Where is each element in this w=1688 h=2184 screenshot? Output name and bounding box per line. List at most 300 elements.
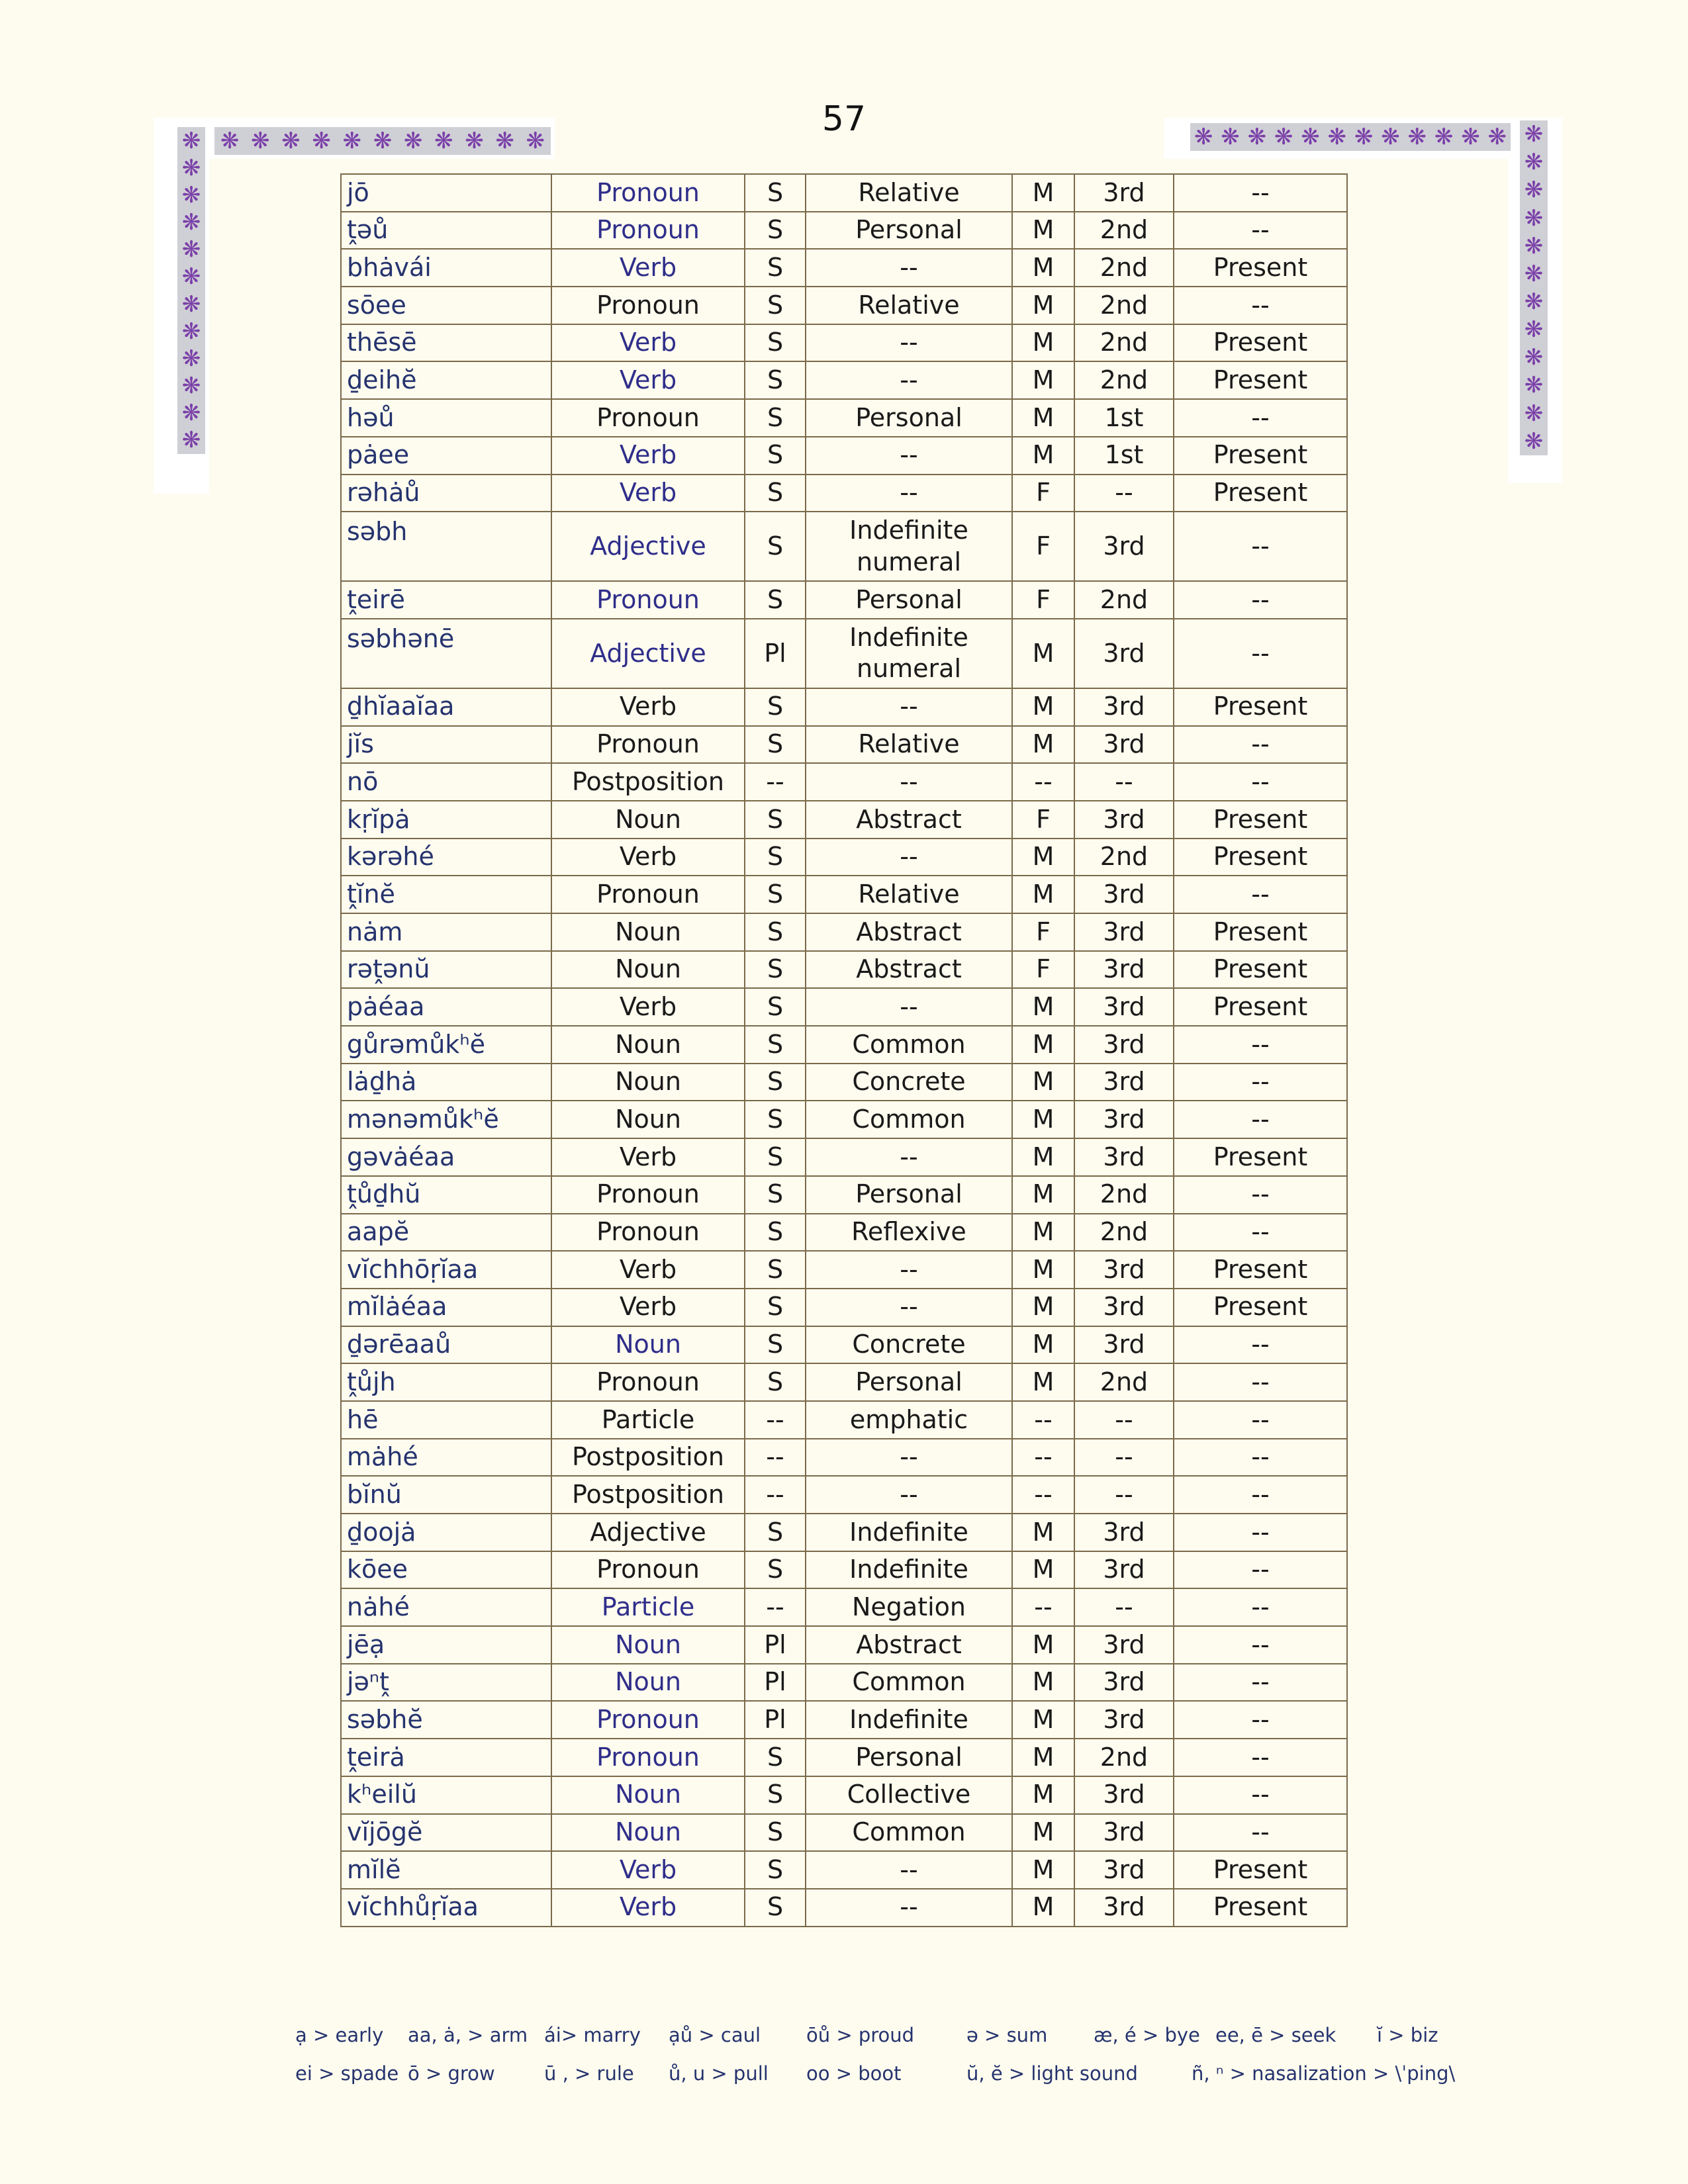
cell-pos: Pronoun bbox=[551, 1551, 745, 1589]
cell-gender: M bbox=[1012, 1664, 1074, 1702]
cell-person: 2nd bbox=[1074, 324, 1174, 362]
table-row bbox=[341, 763, 1347, 801]
cell-word: aapĕ bbox=[341, 1214, 551, 1251]
cell-pos: Noun bbox=[551, 951, 745, 989]
cell-word: jĭs bbox=[341, 726, 551, 764]
cell-word: vĭjōgĕ bbox=[341, 1814, 551, 1852]
cell-num: -- bbox=[745, 1476, 806, 1514]
cell-gender: M bbox=[1012, 212, 1074, 250]
cell-word: ṱůjh bbox=[341, 1363, 551, 1401]
cell-tense: -- bbox=[1174, 1588, 1347, 1626]
cell-num: Pl bbox=[745, 619, 806, 688]
cell-tense: Present bbox=[1174, 988, 1347, 1026]
cell-type: -- bbox=[806, 763, 1012, 801]
cell-pos: Noun bbox=[551, 1776, 745, 1814]
flower-ornament-icon: ❋ bbox=[342, 128, 362, 154]
ornament-strip bbox=[1520, 120, 1548, 455]
cell-type: Personal bbox=[806, 1739, 1012, 1776]
flower-ornament-icon: ❋ bbox=[1221, 124, 1240, 150]
table-row bbox=[341, 1701, 1347, 1739]
cell-tense: -- bbox=[1174, 1626, 1347, 1664]
cell-person: 2nd bbox=[1074, 287, 1174, 324]
cell-gender: M bbox=[1012, 1739, 1074, 1776]
table-row bbox=[341, 287, 1347, 324]
flower-ornament-icon: ❋ bbox=[1524, 428, 1544, 455]
cell-num: S bbox=[745, 437, 806, 475]
flower-ornament-icon: ❋ bbox=[181, 400, 201, 427]
flower-ornament-icon: ❋ bbox=[1524, 260, 1544, 287]
cell-type: Indefinite bbox=[806, 1701, 1012, 1739]
cell-word: səbhĕ bbox=[341, 1701, 551, 1739]
ornament-strip bbox=[177, 127, 205, 454]
legend-item: ə > sum bbox=[966, 2024, 1048, 2046]
legend-item: ĭ > biz bbox=[1377, 2024, 1438, 2046]
cell-word: vĭchhůṛĭaa bbox=[341, 1889, 551, 1927]
legend-item: ū , > rule bbox=[544, 2062, 634, 2085]
cell-pos: Noun bbox=[551, 1664, 745, 1702]
cell-type: emphatic bbox=[806, 1401, 1012, 1439]
table-row bbox=[341, 1138, 1347, 1176]
cell-gender: M bbox=[1012, 361, 1074, 399]
cell-num: S bbox=[745, 287, 806, 324]
cell-word: mĭlĕ bbox=[341, 1851, 551, 1889]
cell-gender: M bbox=[1012, 1889, 1074, 1927]
cell-type: Collective bbox=[806, 1776, 1012, 1814]
table-row bbox=[341, 1588, 1347, 1626]
flower-ornament-icon: ❋ bbox=[181, 345, 201, 372]
cell-num: S bbox=[745, 913, 806, 951]
cell-tense: -- bbox=[1174, 1439, 1347, 1477]
cell-person: 3rd bbox=[1074, 1551, 1174, 1589]
cell-gender: M bbox=[1012, 1701, 1074, 1739]
cell-type: Personal bbox=[806, 212, 1012, 250]
legend-item: aa, ȧ, > arm bbox=[408, 2024, 528, 2046]
cell-person: 3rd bbox=[1074, 1026, 1174, 1064]
flower-ornament-icon: ❋ bbox=[181, 291, 201, 318]
cell-tense: -- bbox=[1174, 1026, 1347, 1064]
cell-tense: -- bbox=[1174, 1664, 1347, 1702]
cell-type: Relative bbox=[806, 726, 1012, 764]
cell-word: kōee bbox=[341, 1551, 551, 1589]
cell-type: Negation bbox=[806, 1588, 1012, 1626]
cell-tense: -- bbox=[1174, 1326, 1347, 1364]
page-number: 57 bbox=[821, 99, 867, 139]
table-row bbox=[341, 1363, 1347, 1401]
cell-pos: Postposition bbox=[551, 763, 745, 801]
cell-pos: Noun bbox=[551, 1814, 745, 1852]
cell-pos: Pronoun bbox=[551, 287, 745, 324]
cell-num: S bbox=[745, 512, 806, 581]
flower-ornament-icon: ❋ bbox=[434, 128, 453, 154]
legend-item: ů, u > pull bbox=[669, 2062, 769, 2085]
table-row bbox=[341, 399, 1347, 437]
cell-tense: Present bbox=[1174, 1889, 1347, 1927]
cell-person: 3rd bbox=[1074, 1289, 1174, 1326]
table-row bbox=[341, 437, 1347, 475]
cell-gender: M bbox=[1012, 249, 1074, 287]
cell-gender: M bbox=[1012, 988, 1074, 1026]
cell-tense: Present bbox=[1174, 839, 1347, 876]
flower-ornament-icon: ❋ bbox=[181, 318, 201, 345]
cell-gender: -- bbox=[1012, 1588, 1074, 1626]
cell-num: S bbox=[745, 688, 806, 726]
cell-pos: Particle bbox=[551, 1401, 745, 1439]
cell-tense: Present bbox=[1174, 913, 1347, 951]
cell-person: 3rd bbox=[1074, 174, 1174, 212]
cell-pos: Pronoun bbox=[551, 1701, 745, 1739]
cell-word: kṛĭpȧ bbox=[341, 801, 551, 839]
cell-pos: Pronoun bbox=[551, 726, 745, 764]
cell-person: 2nd bbox=[1074, 361, 1174, 399]
cell-person: 2nd bbox=[1074, 249, 1174, 287]
cell-gender: M bbox=[1012, 1026, 1074, 1064]
cell-gender: M bbox=[1012, 1551, 1074, 1589]
cell-num: S bbox=[745, 1326, 806, 1364]
cell-word: thēsē bbox=[341, 324, 551, 362]
cell-gender: M bbox=[1012, 688, 1074, 726]
cell-pos: Verb bbox=[551, 1289, 745, 1326]
cell-person: 2nd bbox=[1074, 212, 1174, 250]
table-row bbox=[341, 1476, 1347, 1514]
cell-pos: Verb bbox=[551, 475, 745, 512]
table-row bbox=[341, 951, 1347, 989]
cell-type: -- bbox=[806, 988, 1012, 1026]
cell-pos: Pronoun bbox=[551, 212, 745, 250]
cell-num: S bbox=[745, 1889, 806, 1927]
cell-tense: -- bbox=[1174, 399, 1347, 437]
legend-item: ạů > caul bbox=[669, 2024, 761, 2046]
cell-type: Abstract bbox=[806, 951, 1012, 989]
flower-ornament-icon: ❋ bbox=[1301, 124, 1320, 150]
cell-person: 3rd bbox=[1074, 913, 1174, 951]
flower-ornament-icon: ❋ bbox=[1247, 124, 1267, 150]
cell-gender: M bbox=[1012, 1851, 1074, 1889]
cell-num: S bbox=[745, 726, 806, 764]
cell-pos: Verb bbox=[551, 839, 745, 876]
cell-gender: F bbox=[1012, 512, 1074, 581]
table-row bbox=[341, 1176, 1347, 1214]
table-row bbox=[341, 1626, 1347, 1664]
cell-pos: Noun bbox=[551, 801, 745, 839]
cell-person: 2nd bbox=[1074, 1363, 1174, 1401]
table-row bbox=[341, 1064, 1347, 1101]
cell-tense: Present bbox=[1174, 475, 1347, 512]
cell-gender: M bbox=[1012, 437, 1074, 475]
cell-word: bĭnŭ bbox=[341, 1476, 551, 1514]
cell-type: -- bbox=[806, 1476, 1012, 1514]
flower-ornament-icon: ❋ bbox=[1461, 124, 1480, 150]
cell-tense: Present bbox=[1174, 801, 1347, 839]
cell-pos: Pronoun bbox=[551, 876, 745, 913]
cell-type: -- bbox=[806, 1851, 1012, 1889]
cell-person: 3rd bbox=[1074, 951, 1174, 989]
cell-pos: Adjective bbox=[551, 512, 745, 581]
cell-word: pȧéaa bbox=[341, 988, 551, 1026]
cell-type: Relative bbox=[806, 876, 1012, 913]
cell-word: rəhȧů bbox=[341, 475, 551, 512]
cell-pos: Noun bbox=[551, 1326, 745, 1364]
cell-word: ḏoojȧ bbox=[341, 1514, 551, 1551]
cell-tense: Present bbox=[1174, 324, 1347, 362]
cell-tense: -- bbox=[1174, 1776, 1347, 1814]
legend-item: ee, ē > seek bbox=[1215, 2024, 1336, 2046]
cell-person: 3rd bbox=[1074, 1626, 1174, 1664]
cell-gender: F bbox=[1012, 581, 1074, 619]
cell-tense: Present bbox=[1174, 1851, 1347, 1889]
cell-person: 3rd bbox=[1074, 1514, 1174, 1551]
flower-ornament-icon: ❋ bbox=[1524, 121, 1544, 148]
cell-gender: M bbox=[1012, 1214, 1074, 1251]
cell-tense: -- bbox=[1174, 581, 1347, 619]
cell-type: Abstract bbox=[806, 801, 1012, 839]
cell-type: Indefinite bbox=[806, 1514, 1012, 1551]
cell-tense: -- bbox=[1174, 1101, 1347, 1138]
cell-tense: -- bbox=[1174, 1551, 1347, 1589]
cell-type: Common bbox=[806, 1814, 1012, 1852]
cell-tense: -- bbox=[1174, 1814, 1347, 1852]
table-row bbox=[341, 1664, 1347, 1702]
flower-ornament-icon: ❋ bbox=[181, 236, 201, 263]
table-row bbox=[341, 688, 1347, 726]
cell-tense: -- bbox=[1174, 1476, 1347, 1514]
cell-gender: M bbox=[1012, 1064, 1074, 1101]
cell-person: 3rd bbox=[1074, 801, 1174, 839]
cell-word: jēạ bbox=[341, 1626, 551, 1664]
cell-pos: Noun bbox=[551, 1064, 745, 1101]
table-row bbox=[341, 1889, 1347, 1927]
cell-tense: -- bbox=[1174, 287, 1347, 324]
flower-ornament-icon: ❋ bbox=[1524, 289, 1544, 316]
cell-type: -- bbox=[806, 1251, 1012, 1289]
cell-tense: -- bbox=[1174, 1739, 1347, 1776]
cell-word: gəvȧéaa bbox=[341, 1138, 551, 1176]
cell-type: -- bbox=[806, 361, 1012, 399]
cell-person: 3rd bbox=[1074, 1101, 1174, 1138]
cell-tense: -- bbox=[1174, 1701, 1347, 1739]
flower-ornament-icon: ❋ bbox=[465, 128, 484, 154]
cell-word: nȧhé bbox=[341, 1588, 551, 1626]
cell-word: ṱůḏhŭ bbox=[341, 1176, 551, 1214]
cell-type: Personal bbox=[806, 399, 1012, 437]
cell-word: səbhənē bbox=[341, 619, 551, 688]
cell-pos: Pronoun bbox=[551, 1363, 745, 1401]
cell-num: S bbox=[745, 361, 806, 399]
table-row bbox=[341, 1289, 1347, 1326]
cell-num: S bbox=[745, 249, 806, 287]
cell-word: nȧm bbox=[341, 913, 551, 951]
table-row bbox=[341, 913, 1347, 951]
cell-type: Personal bbox=[806, 581, 1012, 619]
table-row bbox=[341, 361, 1347, 399]
cell-person: 3rd bbox=[1074, 988, 1174, 1026]
table-row bbox=[341, 1851, 1347, 1889]
table-row bbox=[341, 1026, 1347, 1064]
cell-word: kʰeilŭ bbox=[341, 1776, 551, 1814]
cell-person: 3rd bbox=[1074, 876, 1174, 913]
cell-num: S bbox=[745, 1289, 806, 1326]
flower-ornament-icon: ❋ bbox=[181, 154, 201, 181]
cell-pos: Noun bbox=[551, 913, 745, 951]
cell-person: -- bbox=[1074, 763, 1174, 801]
cell-pos: Verb bbox=[551, 1889, 745, 1927]
cell-num: -- bbox=[745, 763, 806, 801]
cell-person: 2nd bbox=[1074, 581, 1174, 619]
cell-pos: Pronoun bbox=[551, 174, 745, 212]
cell-num: S bbox=[745, 988, 806, 1026]
cell-num: S bbox=[745, 1814, 806, 1852]
cell-word: mĭlȧéaa bbox=[341, 1289, 551, 1326]
flower-ornament-icon: ❋ bbox=[403, 128, 423, 154]
cell-type: Concrete bbox=[806, 1064, 1012, 1101]
cell-gender: M bbox=[1012, 1138, 1074, 1176]
flower-ornament-icon: ❋ bbox=[1524, 344, 1544, 371]
cell-type: -- bbox=[806, 839, 1012, 876]
table-row bbox=[341, 174, 1347, 212]
cell-tense: Present bbox=[1174, 1251, 1347, 1289]
cell-num: S bbox=[745, 876, 806, 913]
cell-gender: F bbox=[1012, 801, 1074, 839]
cell-num: S bbox=[745, 1551, 806, 1589]
cell-gender: M bbox=[1012, 839, 1074, 876]
cell-type: -- bbox=[806, 1439, 1012, 1477]
legend-item: ōů > proud bbox=[806, 2024, 915, 2046]
cell-person: 1st bbox=[1074, 399, 1174, 437]
cell-num: S bbox=[745, 1363, 806, 1401]
cell-person: 1st bbox=[1074, 437, 1174, 475]
cell-num: S bbox=[745, 1739, 806, 1776]
cell-num: S bbox=[745, 581, 806, 619]
flower-ornament-icon: ❋ bbox=[181, 181, 201, 208]
table-row bbox=[341, 619, 1347, 688]
flower-ornament-icon: ❋ bbox=[181, 209, 201, 236]
table-row bbox=[341, 512, 1347, 581]
cell-gender: M bbox=[1012, 876, 1074, 913]
cell-type: Common bbox=[806, 1026, 1012, 1064]
cell-word: lȧḏhȧ bbox=[341, 1064, 551, 1101]
cell-gender: F bbox=[1012, 951, 1074, 989]
cell-type: Reflexive bbox=[806, 1214, 1012, 1251]
cell-gender: M bbox=[1012, 1326, 1074, 1364]
cell-person: -- bbox=[1074, 1401, 1174, 1439]
cell-tense: -- bbox=[1174, 1514, 1347, 1551]
table-row bbox=[341, 988, 1347, 1026]
legend-item: ñ, ⁿ > nasalization > \ˈping\ bbox=[1192, 2062, 1456, 2085]
cell-type: -- bbox=[806, 475, 1012, 512]
flower-ornament-icon: ❋ bbox=[1524, 205, 1544, 232]
cell-word: ṱeirē bbox=[341, 581, 551, 619]
cell-person: -- bbox=[1074, 475, 1174, 512]
legend-item: ái> marry bbox=[544, 2024, 641, 2046]
cell-type: Concrete bbox=[806, 1326, 1012, 1364]
cell-num: -- bbox=[745, 1439, 806, 1477]
cell-gender: M bbox=[1012, 1176, 1074, 1214]
cell-gender: -- bbox=[1012, 1401, 1074, 1439]
cell-gender: M bbox=[1012, 1101, 1074, 1138]
cell-word: kərəhé bbox=[341, 839, 551, 876]
cell-pos: Pronoun bbox=[551, 1739, 745, 1776]
cell-person: 3rd bbox=[1074, 1138, 1174, 1176]
cell-pos: Verb bbox=[551, 688, 745, 726]
flower-ornament-icon: ❋ bbox=[1524, 149, 1544, 176]
cell-type: -- bbox=[806, 1138, 1012, 1176]
flower-ornament-icon: ❋ bbox=[1524, 232, 1544, 259]
cell-person: 3rd bbox=[1074, 1889, 1174, 1927]
flower-ornament-icon: ❋ bbox=[1381, 124, 1400, 150]
cell-pos: Postposition bbox=[551, 1476, 745, 1514]
table-row bbox=[341, 1551, 1347, 1589]
flower-ornament-icon: ❋ bbox=[1354, 124, 1374, 150]
cell-num: S bbox=[745, 1776, 806, 1814]
cell-num: Pl bbox=[745, 1664, 806, 1702]
cell-person: 3rd bbox=[1074, 1814, 1174, 1852]
cell-person: 3rd bbox=[1074, 726, 1174, 764]
cell-num: -- bbox=[745, 1401, 806, 1439]
cell-word: ḏərēaaů bbox=[341, 1326, 551, 1364]
cell-tense: Present bbox=[1174, 437, 1347, 475]
cell-tense: Present bbox=[1174, 688, 1347, 726]
cell-person: -- bbox=[1074, 1439, 1174, 1477]
cell-word: ṱĭnĕ bbox=[341, 876, 551, 913]
legend-item: oo > boot bbox=[806, 2062, 902, 2085]
cell-word: gůrəmůkʰĕ bbox=[341, 1026, 551, 1064]
cell-tense: Present bbox=[1174, 1138, 1347, 1176]
legend-item: ō > grow bbox=[408, 2062, 495, 2085]
cell-gender: M bbox=[1012, 1776, 1074, 1814]
table-row bbox=[341, 249, 1347, 287]
cell-num: S bbox=[745, 1851, 806, 1889]
cell-person: 3rd bbox=[1074, 1776, 1174, 1814]
table-row bbox=[341, 1739, 1347, 1776]
cell-type: Common bbox=[806, 1101, 1012, 1138]
cell-num: S bbox=[745, 1026, 806, 1064]
cell-word: bhȧvái bbox=[341, 249, 551, 287]
cell-num: Pl bbox=[745, 1626, 806, 1664]
cell-pos: Particle bbox=[551, 1588, 745, 1626]
flower-ornament-icon: ❋ bbox=[1524, 372, 1544, 399]
cell-type: -- bbox=[806, 324, 1012, 362]
cell-num: S bbox=[745, 839, 806, 876]
table-row bbox=[341, 1101, 1347, 1138]
cell-person: 2nd bbox=[1074, 1739, 1174, 1776]
cell-type: -- bbox=[806, 1289, 1012, 1326]
cell-gender: M bbox=[1012, 174, 1074, 212]
cell-person: 3rd bbox=[1074, 1851, 1174, 1889]
cell-gender: M bbox=[1012, 1363, 1074, 1401]
cell-num: S bbox=[745, 1514, 806, 1551]
flower-ornament-icon: ❋ bbox=[1274, 124, 1293, 150]
cell-word: ṱəů bbox=[341, 212, 551, 250]
cell-type: Indefinite numeral bbox=[806, 512, 1012, 581]
legend-item: ạ > early bbox=[295, 2024, 384, 2046]
cell-word: rəṱənŭ bbox=[341, 951, 551, 989]
flower-ornament-icon: ❋ bbox=[1524, 316, 1544, 343]
cell-word: jō bbox=[341, 174, 551, 212]
cell-word: pȧee bbox=[341, 437, 551, 475]
cell-gender: F bbox=[1012, 475, 1074, 512]
cell-pos: Noun bbox=[551, 1026, 745, 1064]
table-row bbox=[341, 726, 1347, 764]
cell-tense: -- bbox=[1174, 212, 1347, 250]
cell-type: -- bbox=[806, 1889, 1012, 1927]
table-row bbox=[341, 212, 1347, 250]
cell-gender: M bbox=[1012, 1251, 1074, 1289]
cell-type: Indefinite bbox=[806, 1551, 1012, 1589]
cell-num: S bbox=[745, 1214, 806, 1251]
cell-type: Relative bbox=[806, 287, 1012, 324]
cell-pos: Adjective bbox=[551, 1514, 745, 1551]
cell-person: -- bbox=[1074, 1476, 1174, 1514]
cell-person: 3rd bbox=[1074, 1664, 1174, 1702]
